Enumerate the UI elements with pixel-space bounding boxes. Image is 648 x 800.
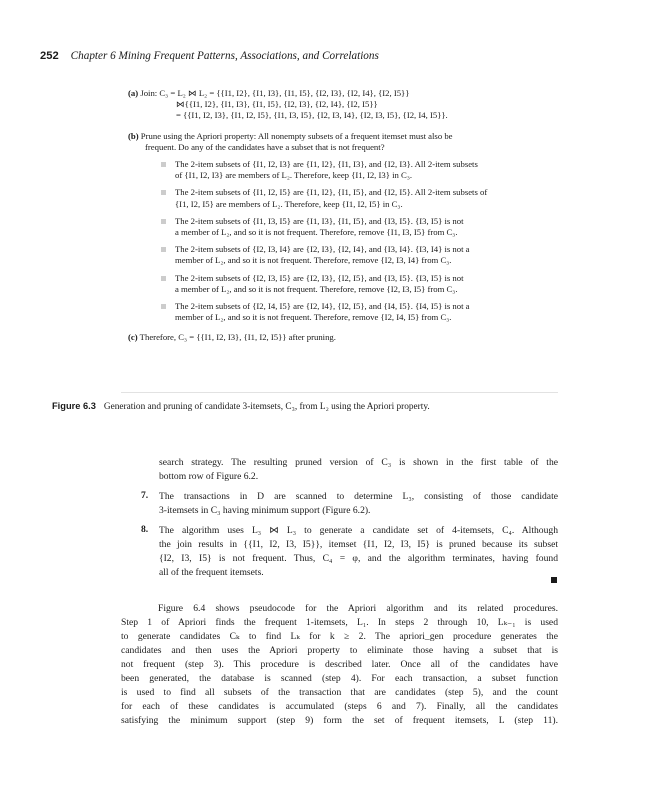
- bullet-6-line-2: member of L₂, and so it is not frequent. Therefore, remove {I2, I4, I5} from C₃.: [175, 312, 452, 323]
- bullet-3-line-1: The 2-item subsets of {I1, I3, I5} are {I1, I3}, {I1, I5}, and {I3, I5}. {I3, I5} is not: [175, 215, 464, 226]
- figure-part-a-line-1: [128, 88, 558, 99]
- list-item-8: [159, 524, 558, 580]
- bullet-3-line-2: a member of L₂, and so it is not frequent. Therefore, remove {I1, I3, I5} from C₃.: [175, 227, 458, 238]
- paragraph-line-5: not frequent (step 3). This procedure is described later. Once all of the candidates have: [121, 659, 558, 670]
- figure-caption-label: Figure 6.3: [52, 401, 96, 411]
- page-header: [40, 50, 379, 62]
- figure-part-c: [128, 332, 558, 343]
- prune-bullet-5: [128, 273, 558, 295]
- part-b-label: (b): [128, 130, 139, 141]
- item-7-line-2: 3-itemsets in C₃ having minimum support (Figure 6.2).: [159, 505, 371, 516]
- paragraph-line-8: for each of these candidates is accumulated (steps 6 and 7). Finally, all the candidates: [121, 701, 558, 712]
- item-7-line-1: The transactions in D are scanned to determine L₃, consisting of those candidate: [159, 491, 558, 502]
- list-number-7: 7.: [141, 490, 149, 501]
- continuation-line-1: search strategy. The resulting pruned version of C₃ is shown in the first table of the: [159, 457, 558, 468]
- prune-bullet-1: [128, 159, 558, 181]
- figure-divider: [121, 392, 558, 393]
- part-a-label: (a): [128, 88, 139, 98]
- bullet-square-icon: [161, 219, 166, 224]
- figure-caption-text: Generation and pruning of candidate 3-itemsets, C₃, from L₂ using the Apriori property.: [103, 402, 430, 412]
- bullet-2-line-1: The 2-item subsets of {I1, I2, I5} are {I1, I2}, {I1, I5}, and {I2, I5}. All 2-item subsets of: [175, 187, 488, 198]
- paragraph-line-4: candidates and then uses the Apriori property to eliminate those having a subset that is: [121, 645, 558, 656]
- bullet-5-line-2: a member of L₂, and so it is not frequent. Therefore, remove {I2, I3, I5} from C₃.: [175, 283, 458, 294]
- list-item-7: [159, 490, 558, 518]
- figure-6-3: [128, 88, 558, 344]
- prune-bullet-3: [128, 216, 558, 238]
- paragraph-line-1: Figure 6.4 shows pseudocode for the Apriori algorithm and its related procedures.: [158, 603, 558, 614]
- bullet-4-line-2: member of L₂, and so it is not frequent. Therefore, remove {I2, I3, I4} from C₃.: [175, 255, 452, 266]
- join-line-2: ⋈{{I1, I2}, {I1, I3}, {I1, I5}, {I2, I3}, {I2, I4}, {I2, I5}}: [176, 99, 378, 110]
- bullet-5-line-1: The 2-item subsets of {I2, I3, I5} are {I2, I3}, {I2, I5}, and {I3, I5}. {I3, I5} is not: [175, 272, 464, 283]
- bullet-1-line-1: The 2-item subsets of {I1, I2, I3} are {I1, I2}, {I1, I3}, and {I2, I3}. All 2-item subsets: [175, 159, 478, 170]
- prune-bullet-2: [128, 187, 558, 209]
- list-number-8: 8.: [141, 524, 149, 535]
- item-8-line-2: the join results in {{I1, I2, I3, I5}}, itemset {I1, I2, I3, I5} is pruned because its subset: [159, 539, 558, 550]
- continuation-paragraph: [159, 456, 558, 484]
- prune-line-1: Prune using the Apriori property: All nonempty subsets of a frequent itemset must also be: [140, 130, 453, 141]
- page-number: 252: [40, 50, 59, 62]
- prune-bullet-4: [128, 244, 558, 266]
- figure-caption: [52, 401, 430, 412]
- item-8-line-4: all of the frequent itemsets.: [159, 567, 264, 578]
- item-8-line-3: {I2, I3, I5} is not frequent. Thus, C₄ = φ, and the algorithm terminates, having found: [159, 553, 558, 564]
- bullet-1-line-2: of {I1, I2, I3} are members of L₂. Therefore, keep {I1, I2, I3} in C₃.: [175, 170, 413, 181]
- prune-bullet-6: [128, 301, 558, 323]
- chapter-title: Chapter 6 Mining Frequent Patterns, Associations, and Correlations: [70, 50, 379, 62]
- join-line-1: Join: C₃ = L₂ ⋈ L₂ = {{I1, I2}, {I1, I3}, {I1, I5}, {I2, I3}, {I2, I4}, {I2, I5}}: [140, 88, 410, 98]
- bullet-square-icon: [161, 162, 166, 167]
- paragraph-line-2: Step 1 of Apriori finds the frequent 1-itemsets, L₁. In steps 2 through 10, Lₖ₋₁ is used: [121, 617, 558, 628]
- bullet-square-icon: [161, 190, 166, 195]
- end-of-proof-square-icon: [551, 577, 557, 583]
- body-paragraph: [121, 602, 558, 728]
- paragraph-line-6: been generated, the database is scanned (step 4). For each transaction, a subset function: [121, 673, 558, 684]
- paragraph-line-9: satisfying the minimum support (step 9) form the set of frequent itemsets, L (step 11).: [121, 715, 558, 726]
- bullet-4-line-1: The 2-item subsets of {I2, I3, I4} are {I2, I3}, {I2, I4}, and {I3, I4}. {I3, I4} is not a: [175, 244, 470, 255]
- figure-part-b-line-1: [128, 131, 558, 142]
- bullet-square-icon: [161, 304, 166, 309]
- paragraph-line-3: to generate candidates Cₖ to find Lₖ for k ≥ 2. The apriori_gen procedure generates the: [121, 631, 558, 642]
- paragraph-line-7: is used to find all subsets of the transaction that are candidates (step 5), and the count: [121, 687, 558, 698]
- continuation-line-2: bottom row of Figure 6.2.: [159, 471, 259, 482]
- bullet-square-icon: [161, 247, 166, 252]
- prune-bullet-list: [128, 159, 558, 323]
- bullet-square-icon: [161, 276, 166, 281]
- part-c-label: (c): [128, 332, 138, 343]
- bullet-2-line-2: {I1, I2, I5} are members of L₂. Therefore, keep {I1, I2, I5} in C₃.: [175, 198, 403, 209]
- item-8-line-1: The algorithm uses L₃ ⋈ L₃ to generate a candidate set of 4-itemsets, C₄. Although: [159, 525, 558, 536]
- bullet-6-line-1: The 2-item subsets of {I2, I4, I5} are {I2, I4}, {I2, I5}, and {I4, I5}. {I4, I5} is not a: [175, 301, 470, 312]
- join-line-3: = {{I1, I2, I3}, {I1, I2, I5}, {I1, I3, I5}, {I2, I3, I4}, {I2, I3, I5}, {I2, I4, I5}}.: [176, 110, 448, 121]
- prune-line-2: frequent. Do any of the candidates have a subset that is not frequent?: [145, 141, 385, 152]
- pruned-result-line: Therefore, C₃ = {{I1, I2, I3}, {I1, I2, I5}} after pruning.: [139, 332, 336, 343]
